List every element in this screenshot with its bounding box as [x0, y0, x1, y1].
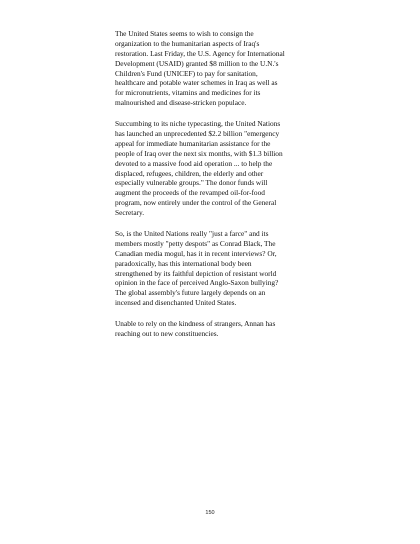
- text-line: program, now entirely under the control of the General: [115, 198, 277, 208]
- text-line: incensed and disenchanted United States.: [115, 298, 237, 308]
- text-line: Unable to rely on the kindness of strangers, Annan has: [115, 319, 276, 329]
- text-line: devoted to a massive food aid operation ... to help the: [115, 158, 273, 168]
- body-text: [115, 29, 312, 350]
- paragraph-new-constituencies: [115, 319, 312, 339]
- paragraph-usaid-grant: [115, 29, 312, 108]
- text-line: Children's Fund (UNICEF) to pay for sanitation,: [115, 68, 258, 78]
- text-line: malnourished and disease-stricken populace.: [115, 98, 247, 108]
- text-line: paradoxically, has this international body been: [115, 258, 252, 268]
- text-line: So, is the United Nations really "just a farce" and its: [115, 229, 269, 239]
- text-line: especially vulnerable groups." The donor funds will: [115, 178, 268, 188]
- text-line: has launched an unprecedented $2.2 billion "emergency: [115, 129, 280, 139]
- text-line: healthcare and potable water schemes in Iraq as well as: [115, 78, 278, 88]
- text-line: reaching out to new constituencies.: [115, 329, 219, 339]
- paragraph-emergency-appeal: [115, 119, 312, 218]
- text-line: augment the proceeds of the revamped oil-for-food: [115, 188, 265, 198]
- text-line: Development (USAID) granted $8 million to the U.N.'s: [115, 58, 279, 68]
- text-line: appeal for immediate humanitarian assistance for the: [115, 138, 271, 148]
- text-line: members mostly "petty despots" as Conrad Black, The: [115, 238, 276, 248]
- text-line: The global assembly's future largely depends on an: [115, 288, 266, 298]
- text-line: organization to the humanitarian aspects of Iraq's: [115, 38, 260, 48]
- text-line: strengthened by its faithful depiction of resistant world: [115, 268, 277, 278]
- page-number: 150: [205, 510, 215, 516]
- text-line: Canadian media mogul, has it in recent interviews? Or,: [115, 248, 277, 258]
- text-line: Secretary.: [115, 208, 145, 218]
- text-line: for micronutrients, vitamins and medicines for its: [115, 88, 261, 98]
- text-line: opinion in the face of perceived Anglo-Saxon bullying?: [115, 278, 279, 288]
- text-line: displaced, refugees, children, the elderly and other: [115, 168, 264, 178]
- text-line: people of Iraq over the next six months, with $1.3 billion: [115, 148, 283, 158]
- text-line: restoration. Last Friday, the U.S. Agency for International: [115, 48, 285, 58]
- text-line: Succumbing to its niche typecasting, the United Nations: [115, 119, 281, 129]
- text-line: The United States seems to wish to consign the: [115, 29, 254, 38]
- paragraph-un-farce: [115, 229, 312, 308]
